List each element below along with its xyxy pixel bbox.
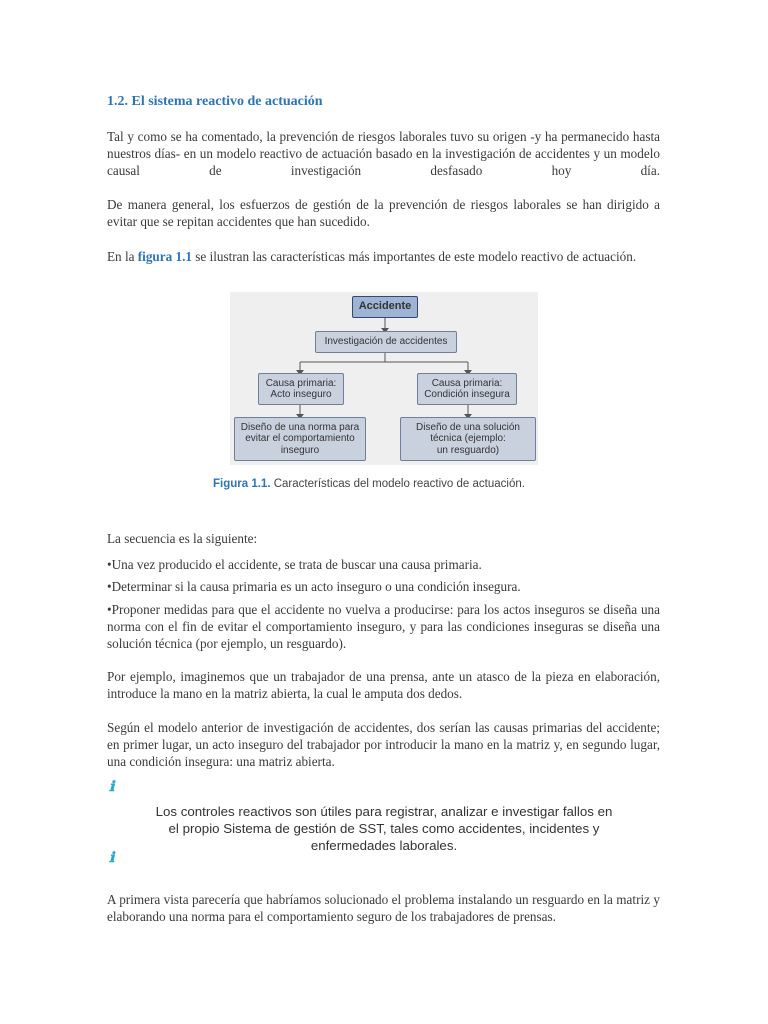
paragraph-figure-ref	[107, 248, 660, 265]
callout-line-2: el propio Sistema de gestión de SST, tales como accidentes, incidentes y	[168, 821, 600, 836]
bullet-1: •Una vez producido el accidente, se trata de buscar una causa primaria.	[107, 557, 482, 572]
info-icon: ℹ	[109, 851, 115, 866]
diagram-node-solucion-tecnica	[400, 417, 536, 461]
norma-line-2: evitar el comportamiento	[245, 433, 355, 445]
diagram-node-acto-inseguro	[258, 373, 344, 405]
figure-ref-pre: En la	[107, 249, 138, 264]
figure-link[interactable]: figura 1.1	[137, 249, 192, 264]
diagram-node-norma	[234, 417, 366, 461]
caption-text: Características del modelo reactivo de actuación.	[270, 478, 525, 490]
callout-line-1: Los controles reactivos son útiles para registrar, analizar e investigar fallos en	[155, 804, 613, 819]
solucion-line-1: Diseño de una solución	[416, 421, 520, 433]
condicion-line-2: Condición insegura	[424, 389, 510, 400]
paragraph-sequence-intro: La secuencia es la siguiente:	[107, 531, 258, 546]
diagram-node-investigacion: Investigación de accidentes	[315, 331, 457, 353]
paragraph-conclusion: A primera vista parecería que habríamos solucionado el problema instalando un resguardo en la matriz y elaborando una norma para el comportamiento seguro de los trabajadores de prensas.	[107, 892, 660, 924]
norma-line-1: Diseño de una norma para	[240, 421, 360, 433]
section-heading: 1.2. El sistema reactivo de actuación	[107, 94, 323, 109]
bullet-3: •Proponer medidas para que el accidente no vuelva a producirse: para los actos inseguros se diseña una norma con el fin de evitar el comportamiento inseguro, y para las condiciones inseguras se diseña una solución técnica (por ejemplo, un resguardo).	[107, 602, 660, 651]
paragraph-general: De manera general, los esfuerzos de gestión de la prevención de riesgos laborales se han dirigido a evitar que se repitan accidentes que han sucedido.	[107, 197, 660, 229]
paragraph-example: Por ejemplo, imaginemos que un trabajador de una prensa, ante un atasco de la pieza en elaboración, introduce la mano en la matriz abierta, la cual le amputa dos dedos.	[107, 669, 660, 701]
paragraph-causes: Según el modelo anterior de investigación de accidentes, dos serían las causas primarias del accidente; en primer lugar, un acto inseguro del trabajador por introducir la mano en la matriz y, en segundo lugar, una condición insegura: una matriz abierta.	[107, 720, 660, 769]
callout-text	[130, 803, 638, 854]
callout-line-3: enfermedades laborales.	[310, 838, 458, 853]
acto-line-2: Acto inseguro	[270, 389, 332, 400]
diagram-node-accidente: Accidente	[352, 296, 418, 318]
acto-line-1: Causa primaria:	[265, 377, 337, 389]
solucion-line-3: un resguardo)	[436, 444, 500, 456]
bullet-2: •Determinar si la causa primaria es un acto inseguro o una condición insegura.	[107, 579, 521, 594]
figure-ref-post: se ilustran las características más importantes de este modelo reactivo de actuación.	[191, 249, 637, 264]
figure-caption	[213, 478, 525, 490]
norma-line-3: inseguro	[280, 444, 320, 456]
info-icon: ℹ	[109, 780, 115, 795]
condicion-line-1: Causa primaria:	[431, 377, 503, 389]
solucion-line-2: técnica (ejemplo:	[430, 433, 506, 445]
diagram-node-condicion-insegura	[417, 373, 517, 405]
caption-label: Figura 1.1.	[213, 478, 271, 490]
paragraph-intro: Tal y como se ha comentado, la prevención de riesgos laborales tuvo su origen -y ha permanecido hasta nuestros días- en un modelo reactivo de actuación basado en la investigación de accidentes y un modelo causal de investigación desfasado hoy día.	[107, 129, 660, 178]
